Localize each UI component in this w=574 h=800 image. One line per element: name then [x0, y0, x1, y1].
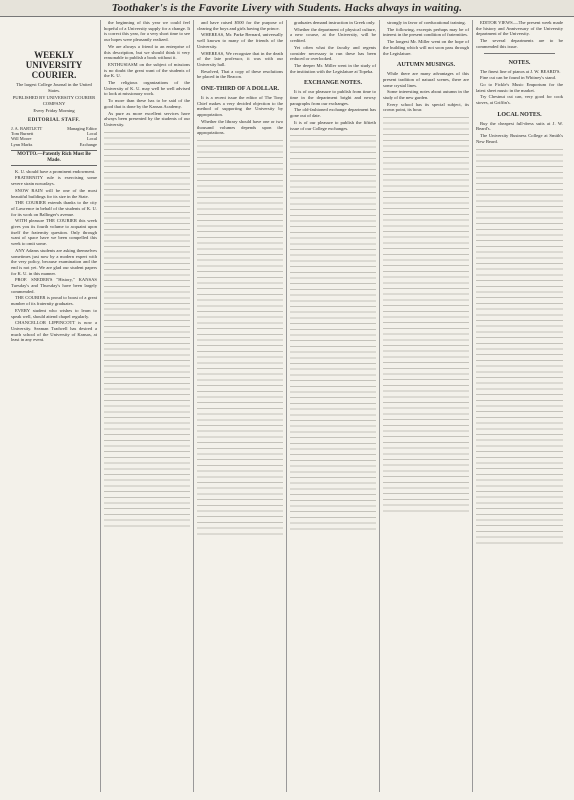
paragraph: CHANCELLOR LIPPINCOTT is now a University. Seaman Tradwell has desired a much school of the University of Kansas, at least in any event.	[11, 320, 97, 343]
paragraph: FRATERNITY rule is exercising some severe strain nowadays.	[11, 175, 97, 187]
paragraph: ANY Adams students are asking themselves sometimes just now by a modern expert with the very policy, because examination and the end is not yet. We are glad our student papers for K. U. in this manner.	[11, 247, 97, 276]
paragraph: We are always a friend to an enterprise of this description, but we should think it very reasonable to publish a book without it.	[104, 43, 190, 61]
paragraph: Fine cut can be found in Whitney's stand.	[480, 75, 557, 81]
column-5	[380, 20, 473, 792]
paragraph: EDITOR VIEWS.—The present week made the history and Anniversary of the University department of the University.	[476, 20, 563, 37]
masthead-subtitle: The largest College Journal in the United States.	[16, 82, 92, 93]
staff-list	[11, 126, 97, 148]
staff-row: Lynn Marks Exchange	[11, 141, 97, 147]
masthead-line2: UNIVERSITY COURIER.	[25, 60, 83, 80]
section-heading: AUTUMN MUSINGS.	[396, 62, 455, 69]
paragraph: WITH pleasure THE COURIER this week gives you its fourth volume to acquaint upon itself the fraternity question. Only through want of space have we been compelled this week to omit some.	[11, 218, 97, 247]
column-6	[473, 20, 566, 792]
section-heading: NOTES.	[508, 59, 531, 66]
paragraph: It is of our pleasure to publish the fiftieth issue of our College exchanges.	[290, 119, 376, 131]
section-heading: LOCAL NOTES.	[497, 111, 542, 118]
column-2	[101, 20, 194, 792]
paragraph: EVERY student who wishes to learn to speak well, should attend chapel regularly.	[11, 307, 97, 319]
paragraph: Some interesting notes about autumn in the study of the new garden.	[383, 89, 469, 101]
text-block	[476, 146, 563, 546]
text-block	[197, 137, 283, 537]
paragraph: To more than these has to be said of the good that is done by the Kansas Academy.	[104, 98, 190, 109]
paragraph: It is a recent issue the editor of The Tony Chief makes a very decided objection to the method of supporting the University by appropriation.	[197, 95, 283, 118]
paragraph: The finest line of pianos at J. W. BEARD'S.	[480, 68, 561, 74]
masthead-line1: WEEKLY	[34, 50, 74, 60]
top-banner	[0, 0, 574, 17]
paragraph: PROF. SNEDER'S "History," KANSAS Tuesday's and Thursday's have been largely commended.	[11, 277, 97, 294]
paragraph: Try Chestnut cut can, very good for cook stoves, at Griffin's.	[476, 94, 563, 106]
paragraph: the beginning of this year we could feel hopeful of a University supply for a change. It is correct this year, for a very short time to see our hopes were pleasantly realized.	[104, 20, 190, 43]
paragraph: The following, excerpts perhaps may be of interest in the present condition of fraternities.	[383, 26, 469, 38]
masthead-publisher: PUBLISHED BY UNIVERSITY COURIER COMPANY	[12, 95, 96, 106]
masthead-issued: Every Friday Morning	[33, 108, 75, 114]
column-4	[287, 20, 380, 792]
paragraph: WHEREAS, Mr. Parke Bernard, universally well known to many of the friends of the University.	[197, 32, 283, 49]
paragraph: WHEREAS, We recognize that in the death of the late professor, it was with our University hall.	[197, 50, 283, 67]
paragraph: strongly in favor of coeducational training.	[387, 20, 466, 25]
divider	[484, 53, 555, 54]
motto: MOTTO.—Patently Rich Must Be Made.	[11, 150, 97, 165]
paragraph: Whether the department of physical culture, a new course, at the University, will be credited.	[290, 26, 376, 44]
paragraph: and have raised $500 for the purpose of clearing the boys and girls having the prince.	[197, 20, 283, 31]
paragraph: THE COURIER is proud to boast of a great number of its fraternity graduates.	[11, 295, 97, 307]
text-block	[104, 129, 190, 529]
paragraph: Every school has its special subject, its crown point, its hour.	[383, 101, 469, 113]
paragraph: Yet often what the faculty and regents consider necessary to run these has been reduced or overlooked.	[290, 44, 376, 62]
paragraph: K. U. should have a prominent endowment.	[15, 168, 96, 174]
text-block	[383, 114, 469, 514]
columns	[8, 20, 566, 792]
staff-row: Will Moore Local	[11, 136, 97, 142]
paragraph: It is of our pleasure to publish from time to time in the department bright and newsy paragraphs from our exchanges.	[290, 89, 376, 106]
paragraph: Resolved, That a copy of these resolutions be placed in the Beacon.	[197, 68, 283, 80]
paragraph: THE COURIER extends thanks to the city of Lawrence in behalf of the students of K. U. for its work on Ballinger's avenue.	[11, 200, 97, 217]
paragraph: graduates demand instruction in Greek only.	[294, 20, 376, 25]
paragraph: The old-fashioned exchange department has gone out of date.	[290, 107, 376, 119]
section-heading: ONE-THIRD OF A DOLLAR.	[200, 86, 280, 93]
paragraph: The longest Mr. Miller went on the hope of the building which will not soon pass through the Legislature.	[383, 39, 469, 56]
paragraph: The religious organizations of the University of K. U. may well be well advised to look at missionary work.	[104, 80, 190, 97]
staff-row: Tom Burnett Local	[11, 131, 97, 137]
column-1	[8, 20, 101, 792]
paragraph: Whether the library should have one or two thousand volumes depends upon the appropriations.	[197, 118, 283, 136]
paragraph: ENTHUSIASM on the subject of missions is no doubt the great want of the students of the K. U.	[104, 61, 190, 79]
paragraph: As pure as more excellent services have always been presented by the students of our University.	[104, 110, 190, 127]
editorial-staff-heading: EDITORIAL STAFF.	[27, 117, 81, 123]
paragraph: Buy the cheapest full-dress suits at J. W. Beard's.	[476, 120, 563, 132]
staff-row: J. A. BARTLETT Managing Editor	[11, 125, 97, 131]
masthead-title	[11, 50, 97, 80]
paragraph: The deeper Mr. Miller went in the study of the institution with the Legislature at Topeka.	[290, 62, 376, 74]
paragraph: The University Business College at Smith's New Beard.	[476, 133, 563, 144]
paragraph: The several departments are to be commended this issue.	[476, 38, 563, 49]
banner-text: Toothaker's is the Favorite Livery with Students. Hacks always in waiting.	[111, 2, 463, 14]
paragraph: SNOW RAIN will be one of the most beautiful buildings for its size in the State.	[11, 187, 97, 199]
column-3	[194, 20, 287, 792]
text-block	[290, 132, 376, 532]
paragraph: While there are many advantages of this present tradition of natural scenes, there are some crystal lines.	[383, 71, 469, 88]
paragraph: Go to Fickle's Music Emporium for the latest sheet music in the market.	[476, 81, 563, 93]
section-heading: EXCHANGE NOTES.	[303, 80, 362, 87]
